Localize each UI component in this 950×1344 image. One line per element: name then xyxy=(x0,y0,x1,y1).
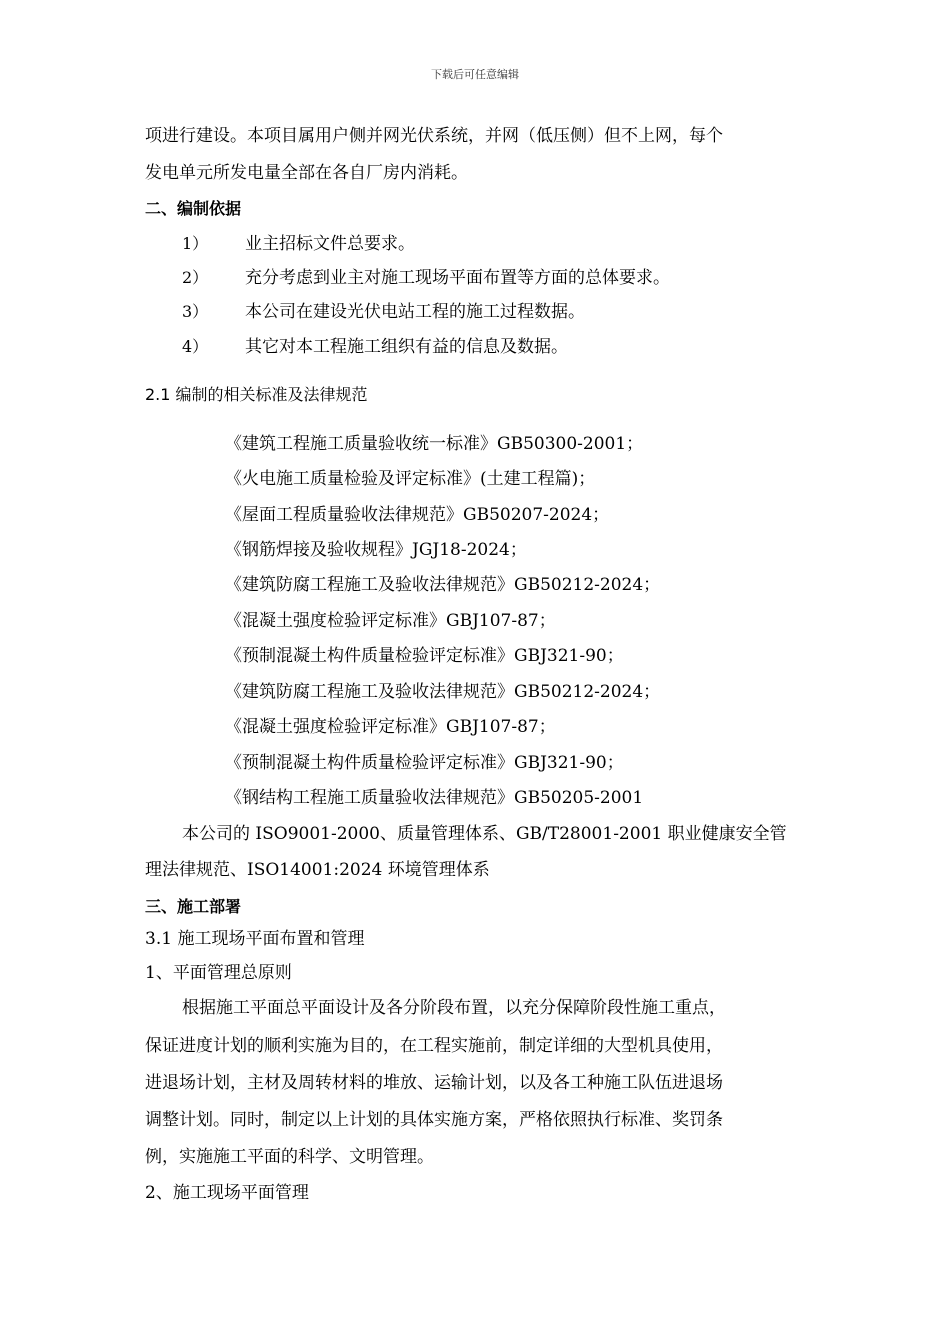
list-item-number: 1） xyxy=(182,234,209,253)
paragraph-line: 保证进度计划的顺利实施为目的，在工程实施前，制定详细的大型机具使用， xyxy=(145,1036,723,1056)
list-item-text: 业主招标文件总要求。 xyxy=(245,234,415,254)
standard-item: 《钢结构工程施工质量验收法律规范》GB50205-2001 xyxy=(225,788,644,808)
paragraph-line: 调整计划。同时，制定以上计划的具体实施方案，严格依照执行标准、奖罚条 xyxy=(145,1110,723,1130)
subsection-heading-standards: 2.1 编制的相关标准及法律规范 xyxy=(145,385,368,404)
intro-line-1: 项进行建设。本项目属用户侧并网光伏系统，并网（低压侧）但不上网，每个 xyxy=(145,126,723,146)
list-item-text: 本公司在建设光伏电站工程的施工过程数据。 xyxy=(245,302,585,322)
subsection-heading-site-management: 2、施工现场平面管理 xyxy=(145,1183,309,1203)
standard-item: 《预制混凝土构件质量检验评定标准》GBJ321-90； xyxy=(225,753,624,773)
list-item-number: 3） xyxy=(182,302,209,321)
standard-item: 《建筑工程施工质量验收统一标准》GB50300-2001； xyxy=(225,434,644,454)
company-systems-line-2: 理法律规范、ISO14001:2024 环境管理体系 xyxy=(145,860,490,880)
paragraph-line: 进退场计划，主材及周转材料的堆放、运输计划，以及各工种施工队伍进退场 xyxy=(145,1073,723,1093)
standard-item: 《预制混凝土构件质量检验评定标准》GBJ321-90； xyxy=(225,646,624,666)
standard-item: 《建筑防腐工程施工及验收法律规范》GB50212-2024； xyxy=(225,575,661,595)
list-item-text: 其它对本工程施工组织有益的信息及数据。 xyxy=(245,337,568,357)
section-heading-deployment: 三、施工部署 xyxy=(145,897,242,916)
paragraph-line: 根据施工平面总平面设计及各分阶段布置，以充分保障阶段性施工重点， xyxy=(182,998,726,1018)
standard-item: 《建筑防腐工程施工及验收法律规范》GB50212-2024； xyxy=(225,682,661,702)
page-header: 下载后可任意编辑 xyxy=(431,68,519,81)
section-heading-basis: 二、编制依据 xyxy=(145,199,242,218)
intro-line-2: 发电单元所发电量全部在各自厂房内消耗。 xyxy=(145,163,468,183)
standard-item: 《混凝土强度检验评定标准》GBJ107-87； xyxy=(225,611,556,631)
paragraph-line: 例，实施施工平面的科学、文明管理。 xyxy=(145,1147,434,1167)
company-systems-line-1: 本公司的 ISO9001-2000、质量管理体系、GB/T28001-2001 职业健康安全管 xyxy=(182,824,787,844)
list-item-number: 2） xyxy=(182,268,209,287)
standard-item: 《钢筋焊接及验收规程》JGJ18-2024； xyxy=(225,540,527,560)
list-item-number: 4） xyxy=(182,337,209,356)
standard-item: 《混凝土强度检验评定标准》GBJ107-87； xyxy=(225,717,556,737)
standard-item: 《屋面工程质量验收法律规范》GB50207-2024； xyxy=(225,505,610,525)
list-item-text: 充分考虑到业主对施工现场平面布置等方面的总体要求。 xyxy=(245,268,670,288)
subsection-heading-site-layout: 3.1 施工现场平面布置和管理 xyxy=(145,929,365,949)
subsection-heading-principles: 1、平面管理总原则 xyxy=(145,963,292,983)
standard-item: 《火电施工质量检验及评定标准》(土建工程篇)； xyxy=(225,469,596,489)
